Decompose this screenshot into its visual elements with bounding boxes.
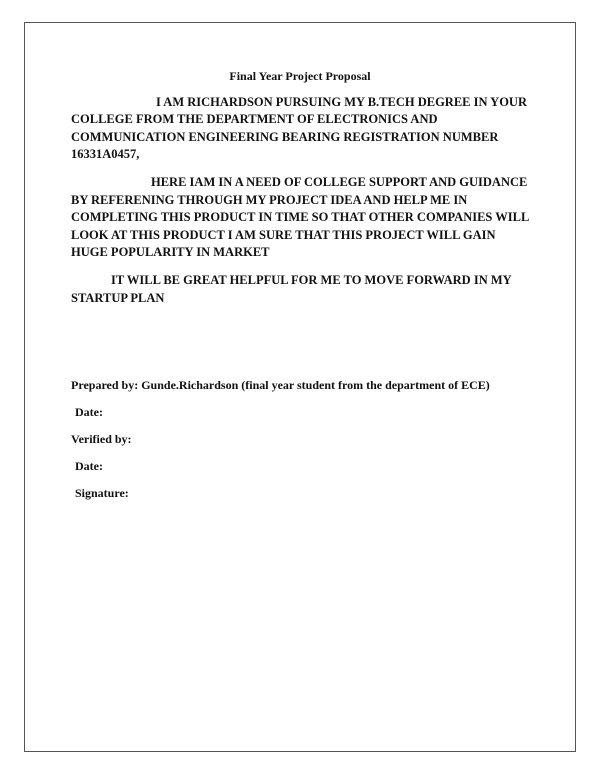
signature-field: Signature: xyxy=(75,486,129,501)
paragraph-introduction: I AM RICHARDSON PURSUING MY B.TECH DEGREE IN YOUR COLLEGE FROM THE DEPARTMENT OF ELECTRONICS AND COMMUNICATION ENGINEERING BEARING REGISTRATION NUMBER 16331A0457, xyxy=(71,94,527,162)
date-field-2: Date: xyxy=(75,459,103,474)
date-field-1: Date: xyxy=(75,405,103,420)
verified-by-field: Verified by: xyxy=(71,432,132,447)
document-title: Final Year Project Proposal xyxy=(229,69,371,83)
paragraph-request: HERE IAM IN A NEED OF COLLEGE SUPPORT AND GUIDANCE BY REFERENING THROUGH MY PROJECT IDEA AND HELP ME IN COMPLETING THIS PRODUCT IN TIME SO THAT OTHER COMPANIES WILL LOOK AT THIS PRODUCT I AM SURE THAT THIS PROJECT WILL GAIN HUGE POPULARITY IN MARKET xyxy=(71,174,529,260)
document-page xyxy=(24,22,576,752)
paragraph-closing: IT WILL BE GREAT HELPFUL FOR ME TO MOVE FORWARD IN MY STARTUP PLAN xyxy=(71,272,512,305)
document-body xyxy=(71,68,529,502)
prepared-by-field: Prepared by: Gunde.Richardson (final year student from the department of ECE) xyxy=(71,378,490,393)
